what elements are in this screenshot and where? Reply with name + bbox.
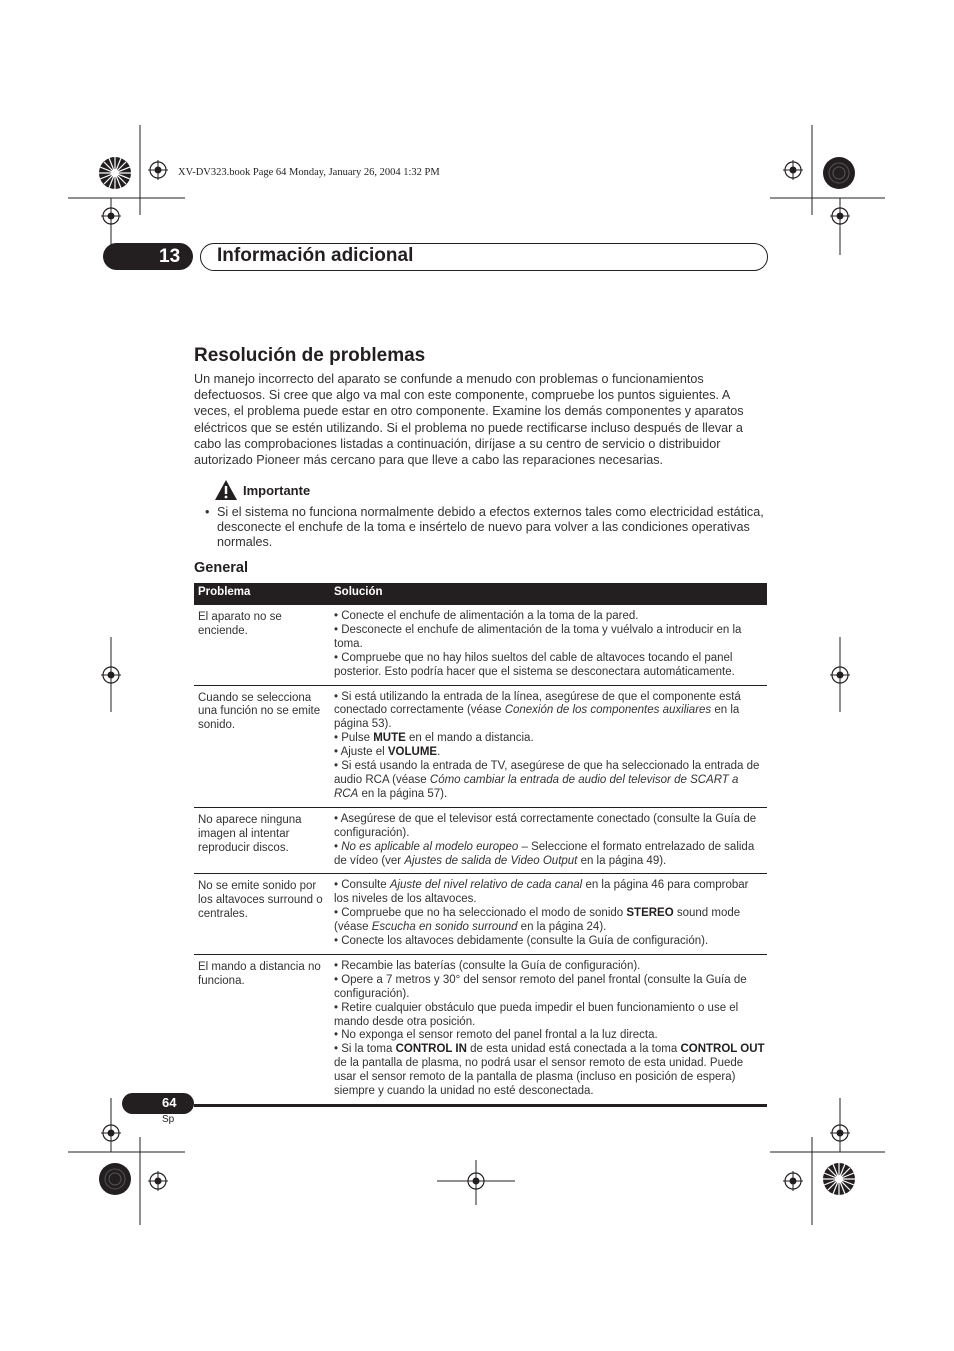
solution-item — [334, 732, 765, 746]
solution-text: en la página 24). — [517, 921, 607, 934]
solution-item — [334, 1043, 765, 1099]
solution-item — [334, 624, 765, 652]
chapter-number: 13 — [159, 246, 181, 267]
problem-cell: El aparato no se enciende. — [198, 611, 282, 637]
solution-text: • Conecte el enchufe de alimentación a la toma de la pared. — [334, 610, 639, 622]
page-number: 64 — [162, 1095, 177, 1110]
important-list — [205, 505, 767, 549]
solution-item — [334, 960, 765, 974]
solution-text: • No exponga el sensor remoto del panel frontal a la luz directa. — [334, 1029, 658, 1042]
solution-item — [334, 935, 765, 949]
solution-text: • Si la toma — [334, 1043, 396, 1056]
solution-text: en el mando a distancia. — [405, 732, 534, 745]
page-language: Sp — [162, 1114, 175, 1125]
solution-text: • Consulte — [334, 879, 390, 892]
solution-text: – Seleccione el formato entrelazado de salida de vídeo (ver — [334, 840, 755, 867]
table-row — [194, 955, 767, 1107]
solution-text: . — [437, 746, 441, 759]
column-header-solution: Solución — [334, 586, 383, 598]
page-number-badge — [122, 1093, 194, 1114]
solution-cell — [334, 605, 767, 685]
solution-text: en la página 57). — [358, 787, 448, 800]
solution-item — [334, 974, 765, 1002]
table-body — [194, 605, 767, 1107]
problem-cell: No se emite sonido por los altavoces surround o centrales. — [198, 880, 323, 921]
solution-text: • Si está utilizando la entrada de la línea, asegúrese de que el componente está conectado correctamente (véase — [334, 690, 741, 717]
general-heading: General — [194, 560, 248, 576]
solution-text: de esta unidad está conectada a la toma — [466, 1043, 681, 1056]
cross-reference: Cómo cambiar la entrada de audio del televisor de SCART a RCA — [334, 773, 739, 800]
solution-text: • Compruebe que no hay hilos sueltos del cable de altavoces tocando el panel posterior. Esto podría hacer que el sistema se desconectara automáticamente. — [334, 651, 735, 678]
solution-text: • Retire cualquier obstáculo que pueda impedir el buen funcionamiento o use el mando desde otra posición. — [334, 1001, 739, 1028]
solution-text: • Conecte los altavoces debidamente (consulte la Guía de configuración). — [334, 935, 709, 948]
solution-item — [334, 746, 765, 760]
solution-text: sound mode (véase — [334, 907, 741, 934]
chapter-title: Información adicional — [217, 245, 414, 266]
solution-text: en la página 53). — [334, 704, 740, 731]
solution-item — [334, 813, 765, 841]
solution-cell — [334, 874, 767, 954]
bullet: • — [205, 505, 210, 519]
solution-text: en la página 46 para comprobar los niveles de los altavoces. — [334, 879, 749, 906]
solution-text: • — [334, 840, 342, 853]
section-title: Resolución de problemas — [194, 345, 426, 366]
solution-text: • Pulse — [334, 732, 374, 745]
solution-cell — [334, 955, 767, 1104]
important-item: Si el sistema no funciona normalmente debido a efectos externos tales como electricidad estática, desconecte el enchufe de la toma e insértelo de nuevo para volver a las condiciones operativas normales. — [217, 505, 764, 549]
troubleshooting-table — [194, 583, 767, 1107]
section-intro: Un manejo incorrecto del aparato se confunde a menudo con problemas o funcionamientos defectuosos. Si cree que algo va mal con este componente, compruebe los puntos siguientes. A veces, el problema puede estar en otro componente. Examine los demás componentes y aparatos eléctricos que se estén utilizando. Si el problema no puede rectificarse incluso después de llevar a cabo las comprobaciones listadas a continuación, diríjase a su centro de servicio o distribuidor autorizado Pioneer más cercano para que lleve a cabo las reparaciones necesarias. — [194, 372, 744, 468]
solution-text: • Asegúrese de que el televisor está correctamente conectado (consulte la Guía de configuración). — [334, 812, 757, 839]
solution-cell — [334, 808, 767, 874]
solution-item — [334, 691, 765, 733]
solution-item — [334, 610, 765, 624]
cross-reference: No es aplicable al modelo europeo — [341, 840, 519, 853]
button-name: STEREO — [626, 907, 674, 920]
solution-text: en la página 49). — [577, 854, 667, 867]
solution-text: • Opere a 7 metros y 30° del sensor remoto del panel frontal (consulte la Guía de configuración). — [334, 973, 747, 1000]
table-row — [194, 874, 767, 955]
solution-item — [334, 1029, 765, 1043]
table-row — [194, 605, 767, 686]
solution-text: de la pantalla de plasma, no podrá usar el sensor remoto de esta unidad. Puede usar el sensor remoto de la pantalla de plasma (incluso en posición de espera) siempre y cuando la unidad no esté desconectada. — [334, 1057, 744, 1098]
solution-text: • Ajuste el — [334, 746, 388, 759]
chapter-title-bar — [200, 243, 768, 271]
solution-item — [334, 879, 765, 907]
button-name: VOLUME — [387, 746, 438, 759]
solution-item — [334, 907, 765, 935]
solution-cell — [334, 686, 767, 807]
table-header — [194, 583, 767, 605]
table-row — [194, 686, 767, 808]
problem-cell: Cuando se selecciona una función no se emite sonido. — [198, 691, 321, 732]
solution-text: • Recambie las baterías (consulte la Guía de configuración). — [334, 959, 641, 972]
button-name: CONTROL OUT — [680, 1043, 765, 1056]
problem-cell: El mando a distancia no funciona. — [198, 960, 321, 987]
table-row — [194, 808, 767, 875]
important-title: Importante — [243, 483, 311, 498]
solution-text: • Desconecte el enchufe de alimentación de la toma y vuélvalo a introducir en la toma. — [334, 623, 742, 650]
button-name: MUTE — [373, 732, 406, 745]
warning-icon — [214, 479, 238, 506]
cross-reference: Ajuste del nivel relativo de cada canal — [389, 879, 583, 892]
button-name: CONTROL IN — [395, 1043, 467, 1056]
chapter-number-badge — [103, 243, 193, 270]
cross-reference: Conexión de los componentes auxiliares — [504, 704, 712, 717]
print-file-info: XV-DV323.book Page 64 Monday, January 26, 2004 1:32 PM — [178, 167, 440, 178]
problem-cell: No aparece ninguna imagen al intentar reproducir discos. — [198, 813, 302, 854]
solution-item — [334, 760, 765, 802]
column-header-problem: Problema — [198, 586, 251, 598]
solution-text: • Si está usando la entrada de TV, asegúrese de que ha seleccionado la entrada de audio RCA (véase — [334, 760, 760, 786]
solution-item — [334, 841, 765, 869]
cross-reference: Ajustes de salida de Video Output — [404, 854, 578, 867]
solution-item — [334, 1002, 765, 1030]
solution-item — [334, 652, 765, 680]
cross-reference: Escucha en sonido surround — [371, 921, 518, 934]
solution-text: • Compruebe que no ha seleccionado el modo de sonido — [334, 907, 627, 920]
